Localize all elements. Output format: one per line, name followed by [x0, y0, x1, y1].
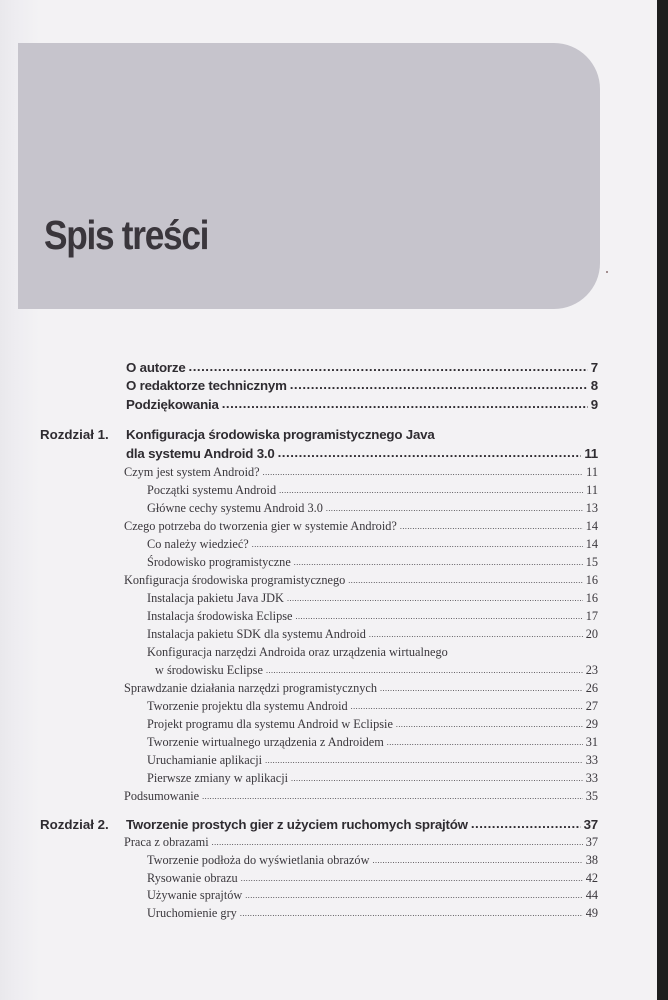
- toc-entry-page: 29: [585, 717, 598, 731]
- dot-leader: [291, 774, 583, 783]
- toc-entry-page: 31: [585, 735, 598, 749]
- toc-entry-title: Instalacja pakietu SDK dla systemu Android: [147, 627, 366, 641]
- toc-entry-title-line[interactable]: Konfiguracja narzędzi Androida oraz urządzenia wirtualnego: [147, 645, 448, 659]
- dot-leader: [351, 702, 583, 711]
- toc-entry-subsection[interactable]: [147, 871, 598, 886]
- toc-entry-title: Używanie sprajtów: [147, 888, 243, 903]
- dot-leader: [212, 838, 583, 847]
- toc-entry-chapter[interactable]: [126, 446, 598, 461]
- toc-entry-title: Uruchamianie aplikacji: [147, 753, 263, 767]
- toc-entry-title: Środowisko programistyczne: [147, 555, 291, 569]
- toc-entry-subsection[interactable]: [147, 853, 598, 868]
- toc-entry-subsection[interactable]: [147, 753, 598, 768]
- title-banner: [18, 43, 600, 309]
- toc-entry-title: Tworzenie prostych gier z użyciem ruchomych sprajtów: [126, 817, 468, 832]
- dot-leader: [471, 816, 581, 831]
- chapter-title-line[interactable]: Konfiguracja środowiska programistycznego Java: [126, 427, 435, 442]
- toc-entry-subsection[interactable]: [147, 483, 598, 498]
- dot-leader: [263, 468, 584, 477]
- dot-leader: [326, 504, 583, 513]
- toc-entry-page: 16: [585, 591, 598, 605]
- toc-entry-subsection[interactable]: [147, 717, 598, 732]
- toc-entry-page: 26: [585, 681, 598, 695]
- dot-leader: [369, 630, 583, 639]
- dot-leader: [372, 856, 582, 865]
- toc-entry-section[interactable]: [124, 789, 598, 804]
- dot-leader: [348, 576, 582, 585]
- page-edge: [657, 0, 668, 1000]
- toc-entry-page: 23: [585, 663, 598, 677]
- toc-entry-title: Uruchomienie gry: [147, 906, 237, 921]
- toc-entry-page: 7: [590, 360, 598, 375]
- toc-entry-page: 33: [585, 771, 598, 785]
- dot-leader: [380, 684, 583, 693]
- toc-entry-title: Tworzenie podłoża do wyświetlania obrazów: [147, 852, 370, 867]
- toc-entry-subsection[interactable]: [147, 537, 598, 552]
- toc-entry-subsection[interactable]: [155, 663, 598, 678]
- toc-entry-title: O autorze: [126, 360, 186, 375]
- toc-entry-page: 13: [585, 501, 598, 515]
- toc-entry-page: 37: [583, 817, 598, 832]
- dot-leader: [295, 612, 582, 621]
- toc-entry-title: Podsumowanie: [124, 789, 200, 803]
- toc-entry-page: 37: [585, 835, 598, 849]
- toc-entry-title: Rysowanie obrazu: [147, 870, 238, 885]
- dot-leader: [240, 909, 583, 918]
- toc-entry-title: Sprawdzanie działania narzędzi programistycznych: [124, 681, 377, 695]
- toc-entry-front-matter[interactable]: [126, 378, 598, 393]
- toc-entry-subsection[interactable]: [147, 699, 598, 714]
- chapter-label: Rozdział 2.: [40, 817, 109, 832]
- toc-entry-title: Podziękowania: [126, 397, 219, 412]
- dot-leader: [222, 396, 588, 411]
- toc-entry-title: Tworzenie wirtualnego urządzenia z Androidem: [147, 735, 384, 749]
- toc-entry-subsection[interactable]: [147, 609, 598, 624]
- dot-leader: [387, 738, 583, 747]
- toc-entry-title: Tworzenie projektu dla systemu Android: [147, 699, 348, 713]
- dot-leader: [241, 874, 583, 883]
- toc-entry-section[interactable]: [124, 519, 598, 534]
- toc-entry-front-matter[interactable]: [126, 360, 598, 375]
- dot-leader: [189, 359, 588, 374]
- toc-entry-section[interactable]: [124, 835, 598, 850]
- speck: [606, 271, 608, 273]
- toc-entry-page: 42: [585, 870, 598, 885]
- toc-entry-title: Instalacja pakietu Java JDK: [147, 591, 284, 605]
- toc-entry-page: 11: [586, 465, 598, 479]
- toc-entry-title: Czym jest system Android?: [124, 465, 260, 479]
- toc-entry-subsection[interactable]: [147, 735, 598, 750]
- toc-entry-subsection[interactable]: [147, 591, 598, 606]
- toc-entry-section[interactable]: [124, 573, 598, 588]
- toc-entry-title: Projekt programu dla systemu Android w Eclipsie: [147, 717, 393, 731]
- dot-leader: [396, 720, 583, 729]
- toc-entry-subsection[interactable]: [147, 501, 598, 516]
- toc-entry-subsection[interactable]: [147, 906, 598, 921]
- dot-leader: [252, 540, 583, 549]
- toc-entry-page: 8: [590, 378, 598, 393]
- toc-entry-page: 49: [585, 906, 598, 921]
- toc-entry-title: Pierwsze zmiany w aplikacji: [147, 771, 289, 785]
- toc-entry-page: 20: [585, 627, 598, 641]
- toc-entry-title: Co należy wiedzieć?: [147, 537, 249, 551]
- toc-entry-title: dla systemu Android 3.0: [126, 446, 275, 461]
- page-title: Spis treści: [44, 212, 209, 258]
- toc-entry-title: Początki systemu Android: [147, 483, 277, 497]
- toc-entry-page: 11: [584, 446, 598, 461]
- toc-entry-subsection[interactable]: [147, 771, 598, 786]
- toc-entry-page: 33: [585, 753, 598, 767]
- toc-entry-subsection[interactable]: [147, 555, 598, 570]
- dot-leader: [294, 558, 583, 567]
- chapter-label: Rozdział 1.: [40, 427, 109, 442]
- dot-leader: [400, 522, 583, 531]
- toc-entry-subsection[interactable]: [147, 627, 598, 642]
- toc-entry-page: 15: [585, 555, 598, 569]
- toc-entry-section[interactable]: [124, 681, 598, 696]
- dot-leader: [202, 792, 583, 801]
- dot-leader: [290, 377, 588, 392]
- toc-entry-page: 35: [585, 789, 598, 803]
- dot-leader: [266, 666, 583, 675]
- toc-entry-page: 14: [585, 537, 598, 551]
- toc-entry-front-matter[interactable]: [126, 397, 598, 412]
- toc-entry-title: w środowisku Eclipse: [155, 663, 263, 677]
- toc-entry-page: 14: [585, 519, 598, 533]
- toc-entry-page: 44: [585, 888, 598, 903]
- toc-entry-page: 27: [585, 699, 598, 713]
- dot-leader: [265, 756, 583, 765]
- toc-entry-section[interactable]: [124, 465, 598, 480]
- toc-entry-page: 38: [585, 852, 598, 867]
- toc-entry-title: O redaktorze technicznym: [126, 378, 287, 393]
- toc-entry-page: 9: [590, 397, 598, 412]
- toc-entry-page: 11: [586, 483, 598, 497]
- toc-entry-title: Główne cechy systemu Android 3.0: [147, 501, 323, 515]
- toc-entry-page: 16: [585, 573, 598, 587]
- dot-leader: [245, 891, 582, 900]
- toc-entry-page: 17: [585, 609, 598, 623]
- toc-entry-title: Konfiguracja środowiska programistycznego: [124, 573, 346, 587]
- toc-entry-title: Czego potrzeba do tworzenia gier w systemie Android?: [124, 519, 397, 533]
- dot-leader: [287, 594, 583, 603]
- toc-entry-chapter[interactable]: [126, 817, 598, 832]
- toc-entry-subsection[interactable]: [147, 888, 598, 903]
- dot-leader: [279, 486, 583, 495]
- toc-entry-title: Praca z obrazami: [124, 835, 209, 849]
- dot-leader: [278, 445, 582, 460]
- toc-entry-title: Instalacja środowiska Eclipse: [147, 609, 293, 623]
